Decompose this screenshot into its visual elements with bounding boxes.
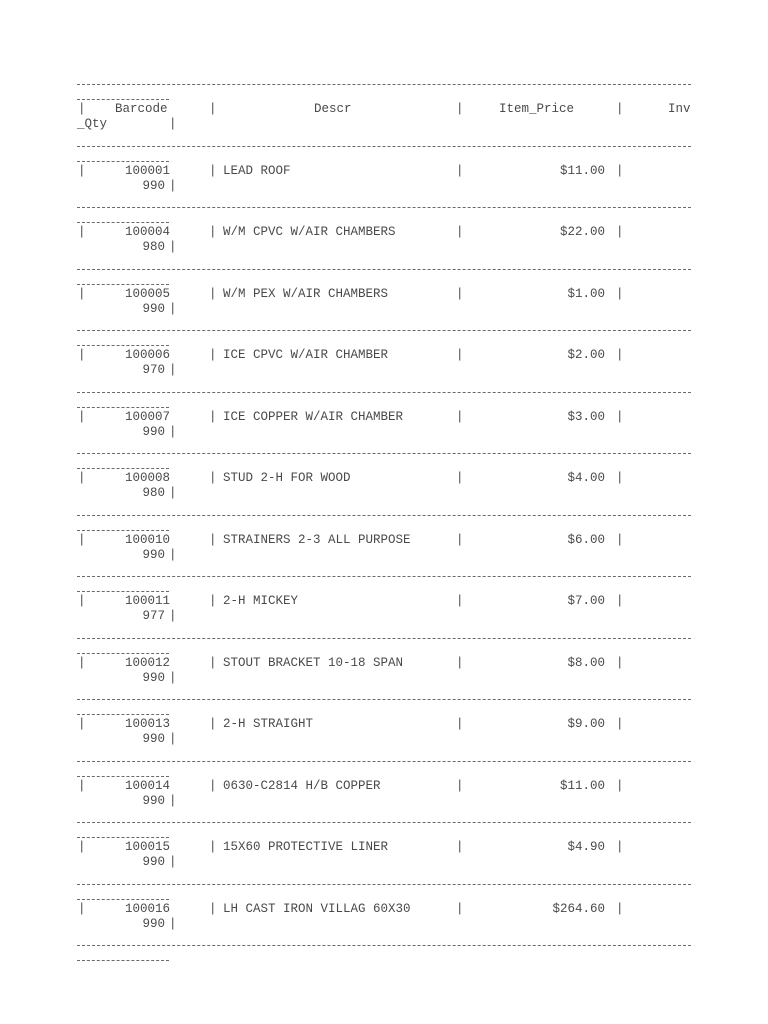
cell-inv-qty: 990 [142,424,165,439]
table-row [77,287,691,319]
column-separator: | [616,225,624,239]
column-separator: | [169,547,177,562]
column-separator: | [169,732,177,746]
table-separator [77,626,691,656]
column-separator: | [456,778,464,793]
cell-item-price: $3.00 [567,409,605,424]
column-separator: | [456,471,464,485]
cell-barcode: 100008 [124,471,170,485]
column-separator: | [456,225,464,239]
column-separator: | [616,471,624,485]
column-separator: | [456,840,464,854]
cell-item-price: $8.00 [567,655,605,670]
table-row [77,717,691,749]
cell-item-price: $6.00 [567,532,605,547]
table-separator [77,134,691,164]
column-separator: | [616,717,624,731]
header-item-price: Item_Price [499,102,575,116]
table-separator [77,441,691,471]
table-separator [77,195,691,225]
column-separator: | [169,855,177,869]
column-separator: | [78,594,86,608]
column-separator: | [209,102,217,116]
column-separator: | [456,348,464,362]
table-row [77,225,691,257]
table-separator [77,72,691,102]
header-descr: Descr [314,102,352,116]
cell-descr: LH CAST IRON VILLAG 60X30 [223,901,411,916]
cell-inv-qty: 990 [142,916,165,931]
column-separator: | [616,840,624,854]
column-separator: | [169,424,177,439]
column-separator: | [209,778,217,793]
cell-inv-qty: 977 [142,609,165,623]
column-separator: | [169,178,177,193]
table-separator [77,810,691,840]
header-barcode: Barcode [115,102,168,116]
column-separator: | [169,117,177,131]
cell-item-price: $11.00 [559,163,605,178]
column-separator: | [209,348,217,362]
table-separator [77,257,691,287]
column-separator: | [78,102,86,116]
table-separator [77,687,691,717]
table-header-row [77,102,691,134]
column-separator: | [169,609,177,623]
column-separator: | [456,102,464,116]
cell-descr: 2-H STRAIGHT [223,717,314,731]
cell-barcode: 100001 [124,163,170,178]
cell-inv-qty: 990 [142,547,165,562]
cell-descr: ICE CPVC W/AIR CHAMBER [223,348,389,362]
column-separator: | [209,532,217,547]
table-separator [77,503,691,533]
cell-barcode: 100010 [124,532,170,547]
column-separator: | [169,363,177,377]
table-row [77,656,691,688]
table-row [77,902,691,934]
cell-inv-qty: 980 [142,240,165,254]
table-row [77,779,691,811]
table-separator [77,872,691,902]
cell-inv-qty: 970 [142,363,165,377]
cell-barcode: 100013 [124,717,170,731]
cell-descr: 15X60 PROTECTIVE LINER [223,840,389,854]
column-separator: | [456,655,464,670]
column-separator: | [78,286,86,301]
cell-inv-qty: 990 [142,178,165,193]
cell-item-price: $1.00 [567,286,605,301]
header-inv: Inv [668,102,691,116]
column-separator: | [209,594,217,608]
column-separator: | [456,717,464,731]
cell-item-price: $2.00 [567,348,605,362]
cell-descr: STUD 2-H FOR WOOD [223,471,351,485]
cell-descr: STOUT BRACKET 10-18 SPAN [223,655,404,670]
table-row [77,533,691,565]
column-separator: | [78,348,86,362]
cell-barcode: 100007 [124,409,170,424]
cell-item-price: $264.60 [552,901,605,916]
cell-descr: ICE COPPER W/AIR CHAMBER [223,409,404,424]
cell-item-price: $4.00 [567,471,605,485]
column-separator: | [169,916,177,931]
column-separator: | [78,717,86,731]
cell-item-price: $11.00 [559,778,605,793]
column-separator: | [169,301,177,316]
column-separator: | [78,778,86,793]
cell-inv-qty: 980 [142,486,165,500]
cell-inv-qty: 990 [142,793,165,808]
column-separator: | [616,594,624,608]
cell-descr: W/M PEX W/AIR CHAMBERS [223,286,389,301]
cell-descr: 2-H MICKEY [223,594,299,608]
column-separator: | [456,901,464,916]
cell-item-price: $9.00 [567,717,605,731]
cell-barcode: 100005 [124,286,170,301]
cell-descr: LEAD ROOF [223,163,291,178]
table-row [77,471,691,503]
column-separator: | [456,286,464,301]
column-separator: | [209,901,217,916]
column-separator: | [78,901,86,916]
table-row [77,840,691,872]
column-separator: | [169,486,177,500]
cell-barcode: 100012 [124,655,170,670]
table-separator [77,380,691,410]
column-separator: | [209,409,217,424]
table-row [77,410,691,442]
cell-descr: W/M CPVC W/AIR CHAMBERS [223,225,396,239]
column-separator: | [616,532,624,547]
column-separator: | [78,471,86,485]
cell-inv-qty: 990 [142,670,165,685]
inventory-table [77,72,691,963]
table-separator [77,933,691,963]
table-separator [77,749,691,779]
cell-inv-qty: 990 [142,301,165,316]
column-separator: | [78,409,86,424]
table-row [77,594,691,626]
cell-barcode: 100004 [124,225,170,239]
column-separator: | [209,225,217,239]
table-row [77,164,691,196]
column-separator: | [616,348,624,362]
column-separator: | [616,163,624,178]
cell-inv-qty: 990 [142,732,165,746]
cell-barcode: 100016 [124,901,170,916]
table-separator [77,318,691,348]
cell-barcode: 100014 [124,778,170,793]
column-separator: | [209,286,217,301]
column-separator: | [169,793,177,808]
column-separator: | [616,102,624,116]
cell-descr: STRAINERS 2-3 ALL PURPOSE [223,532,411,547]
column-separator: | [616,655,624,670]
table-separator [77,564,691,594]
column-separator: | [209,840,217,854]
column-separator: | [616,286,624,301]
cell-item-price: $7.00 [567,594,605,608]
column-separator: | [616,778,624,793]
column-separator: | [78,225,86,239]
column-separator: | [78,655,86,670]
column-separator: | [209,163,217,178]
column-separator: | [78,163,86,178]
cell-descr: 0630-C2814 H/B COPPER [223,778,381,793]
column-separator: | [209,471,217,485]
cell-item-price: $4.90 [567,840,605,854]
cell-barcode: 100011 [124,594,170,608]
cell-barcode: 100015 [124,840,170,854]
header-qty: _Qty [77,117,108,131]
column-separator: | [456,532,464,547]
column-separator: | [169,240,177,254]
cell-inv-qty: 990 [142,855,165,869]
column-separator: | [78,840,86,854]
column-separator: | [209,655,217,670]
column-separator: | [456,163,464,178]
table-row [77,348,691,380]
column-separator: | [209,717,217,731]
column-separator: | [78,532,86,547]
column-separator: | [616,901,624,916]
cell-barcode: 100006 [124,348,170,362]
cell-item-price: $22.00 [559,225,605,239]
column-separator: | [456,409,464,424]
column-separator: | [456,594,464,608]
column-separator: | [616,409,624,424]
column-separator: | [169,670,177,685]
